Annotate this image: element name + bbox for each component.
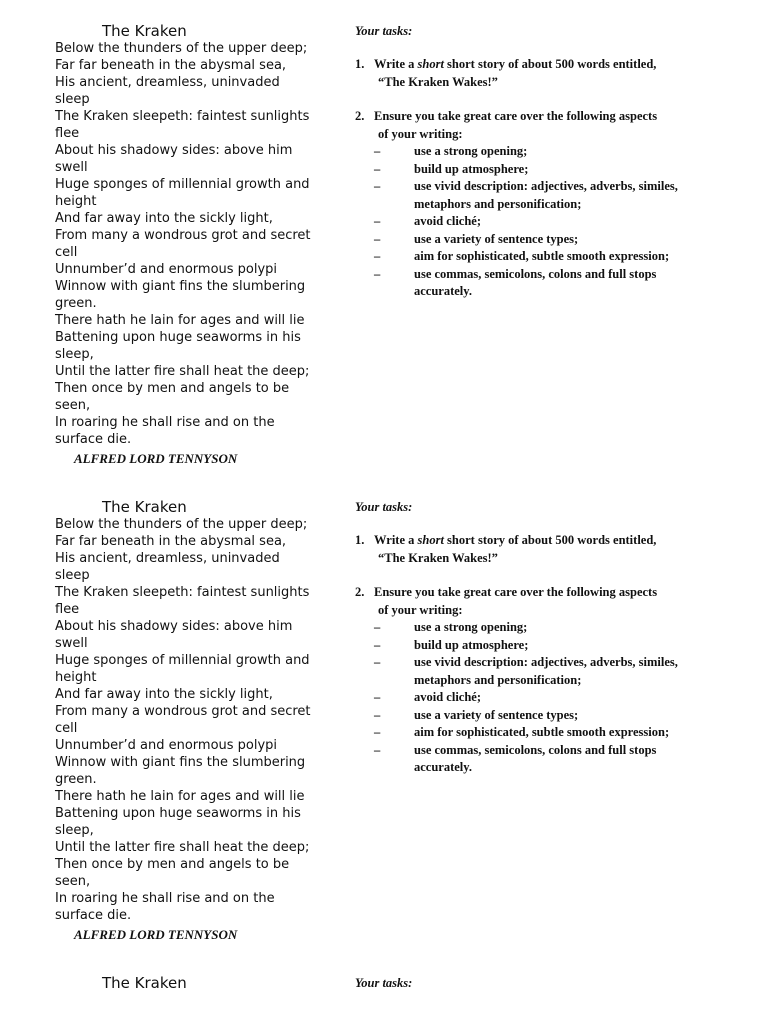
poem-line: sleep [55,92,90,107]
poem-line: There hath he lain for ages and will lie [55,789,305,804]
aspects-list [374,143,715,301]
poem-line: green. [55,296,97,311]
list-item [374,213,715,231]
poem-line: His ancient, dreamless, uninvaded [55,551,280,566]
poem-line: Until the latter fire shall heat the deep; [55,840,310,855]
list-item [374,143,715,161]
task-1 [355,532,715,567]
task-text: Write a [374,57,418,71]
poem-line: From many a wondrous grot and secret [55,228,311,243]
poem-line: sleep [55,568,90,583]
list-item [374,654,715,689]
list-item [374,707,715,725]
task-text: of your writing: [378,126,463,141]
poem-line: height [55,670,97,685]
poem-line: swell [55,636,88,651]
list-item [374,637,715,655]
poem-line: height [55,194,97,209]
dash-bullet: – [374,266,381,281]
aspect-text: use a variety of sentence types; [414,707,579,722]
aspect-text: use vivid description: adjectives, adverbs, similes, metaphors and personification; [414,179,678,211]
poem-column [55,972,345,992]
task-1 [355,56,715,91]
dash-bullet: – [374,249,381,263]
task-emphasis: short [417,533,444,547]
tasks-column [355,496,715,777]
poem-line: Winnow with giant fins the slumbering [55,755,306,770]
poem-line: seen, [55,398,91,413]
story-title: “The Kraken Wakes!” [378,550,498,565]
poem-column [55,20,345,468]
poem-line: Battening upon huge seaworms in his [55,806,301,821]
poem-author: ALFRED LORD TENNYSON [74,927,238,942]
poem-title: The Kraken [102,498,187,516]
dash-bullet: – [374,620,381,634]
poem-line: About his shadowy sides: above him [55,143,293,158]
poem-line: Winnow with giant fins the slumbering [55,279,306,294]
poem-line: Then once by men and angels to be [55,381,290,396]
aspects-list [374,619,715,777]
task-number: 2. [355,585,365,599]
poem-line: Below the thunders of the upper deep; [55,41,308,56]
poem-line: surface die. [55,432,132,447]
task-text: of your writing: [378,602,463,617]
poem-line: Then once by men and angels to be [55,857,290,872]
tasks-heading: Your tasks: [355,24,413,38]
poem-line: Battening upon huge seaworms in his [55,330,301,345]
poem-author: ALFRED LORD TENNYSON [74,451,238,466]
tasks-column [355,972,715,992]
task-text: Ensure you take great care over the following aspects [374,109,658,123]
dash-bullet: – [374,637,381,652]
poem-line: Far far beneath in the abysmal sea, [55,534,287,549]
poem-line: Huge sponges of millennial growth and [55,177,310,192]
poem-line: His ancient, dreamless, uninvaded [55,75,280,90]
poem-line: cell [55,245,78,260]
task-text: Ensure you take great care over the following aspects [374,585,658,599]
poem-line: And far away into the sickly light, [55,211,273,226]
poem-line: Below the thunders of the upper deep; [55,517,308,532]
poem-line: sleep, [55,347,94,362]
task-text: Write a [374,533,418,547]
poem-line: Unnumber’d and enormous polypi [55,262,278,277]
aspect-text: use a strong opening; [414,620,528,634]
list-item [374,231,715,249]
dash-bullet: – [374,231,381,246]
tasks-heading: Your tasks: [355,500,413,514]
poem-line: The Kraken sleepeth: faintest sunlights [55,585,310,600]
aspect-text: avoid cliché; [414,214,482,228]
poem-line: green. [55,772,97,787]
task-number: 2. [355,109,365,123]
aspect-text: build up atmosphere; [414,161,529,176]
poem-title: The Kraken [102,974,187,992]
poem-line: Unnumber’d and enormous polypi [55,738,278,753]
aspect-text: use a strong opening; [414,144,528,158]
list-item [374,742,715,777]
task-text: short story of about 500 words entitled, [443,533,657,547]
poem-line: There hath he lain for ages and will lie [55,313,305,328]
poem-line: seen, [55,874,91,889]
poem-title: The Kraken [102,22,187,40]
poem-line: surface die. [55,908,132,923]
worksheet-block-2 [0,496,768,973]
task-emphasis: short [417,57,444,71]
dash-bullet: – [374,742,381,757]
task-2 [355,584,715,777]
task-text: short story of about 500 words entitled, [443,57,657,71]
poem-line: And far away into the sickly light, [55,687,273,702]
list-item [374,266,715,301]
list-item [374,178,715,213]
poem-line: sleep, [55,823,94,838]
poem-line: Huge sponges of millennial growth and [55,653,310,668]
dash-bullet: – [374,144,381,158]
dash-bullet: – [374,161,381,176]
aspect-text: use commas, semicolons, colons and full stops accurately. [414,266,657,298]
dash-bullet: – [374,214,381,228]
poem-text [55,40,345,448]
poem-line: cell [55,721,78,736]
aspect-text: aim for sophisticated, subtle smooth expression; [414,249,670,263]
story-title: “The Kraken Wakes!” [378,74,498,89]
dash-bullet: – [374,690,381,704]
task-2 [355,108,715,301]
aspect-text: use a variety of sentence types; [414,231,579,246]
worksheet-block-3 [0,972,768,1024]
poem-line: swell [55,160,88,175]
poem-line: Far far beneath in the abysmal sea, [55,58,287,73]
poem-line: The Kraken sleepeth: faintest sunlights [55,109,310,124]
dash-bullet: – [374,655,381,669]
poem-line: From many a wondrous grot and secret [55,704,311,719]
dash-bullet: – [374,707,381,722]
aspect-text: use vivid description: adjectives, adverbs, similes, metaphors and personification; [414,655,678,687]
aspect-text: build up atmosphere; [414,637,529,652]
poem-text [55,516,345,924]
list-item [374,248,715,266]
aspect-text: aim for sophisticated, subtle smooth expression; [414,725,670,739]
poem-line: Until the latter fire shall heat the deep; [55,364,310,379]
poem-line: flee [55,602,80,617]
poem-line: About his shadowy sides: above him [55,619,293,634]
list-item [374,161,715,179]
task-number: 1. [355,533,365,547]
poem-line: In roaring he shall rise and on the [55,415,275,430]
aspect-text: use commas, semicolons, colons and full stops accurately. [414,742,657,774]
poem-line: In roaring he shall rise and on the [55,891,275,906]
tasks-column [355,20,715,301]
list-item [374,724,715,742]
dash-bullet: – [374,725,381,739]
dash-bullet: – [374,179,381,193]
poem-column [55,496,345,944]
tasks-heading: Your tasks: [355,976,413,990]
worksheet-block-1 [0,20,768,497]
list-item [374,689,715,707]
poem-line: flee [55,126,80,141]
aspect-text: avoid cliché; [414,690,482,704]
list-item [374,619,715,637]
task-number: 1. [355,57,365,71]
